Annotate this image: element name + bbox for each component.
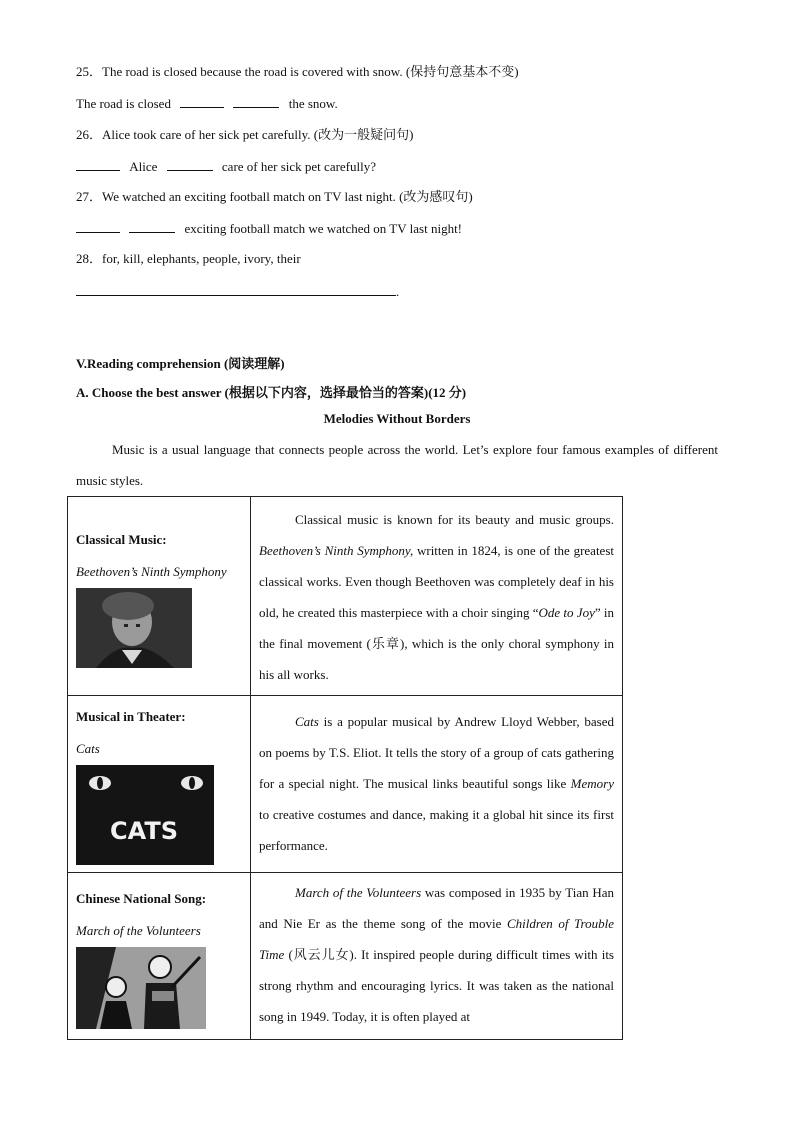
answer-text: the snow. (288, 96, 338, 111)
question-prompt: for, kill, elephants, people, ivory, their (102, 251, 301, 266)
answer-line-28 (76, 283, 399, 300)
answer-blank[interactable] (233, 95, 279, 108)
table-cell-left (68, 873, 251, 1040)
description-cats (251, 696, 622, 861)
question-number: 27． (76, 189, 103, 204)
table-row (68, 873, 623, 1040)
passage-title: Melodies Without Borders (323, 411, 471, 426)
question-26 (76, 127, 413, 143)
table-cell-right (251, 696, 623, 873)
section-heading: V.Reading comprehension (阅读理解) (76, 356, 285, 371)
answer-text: exciting football match we watched on TV last night! (184, 221, 463, 236)
section-subheading: A. Choose the best answer (根据以下内容，选择最恰当的答案)(12 分) (76, 385, 467, 400)
description-text: Classical music is known for its beauty and music groups. (295, 512, 614, 527)
passage-intro: Music is a usual language that connects people across the world. Let’s explore four famous examples of different music styles. (76, 442, 718, 488)
description-italic: Memory (570, 776, 614, 791)
description-text: was composed in 1935 by Tian Han and Nie Er as the theme song of the movie (259, 885, 614, 931)
description-italic: Beethoven’s Ninth Symphony, (259, 543, 414, 558)
description-italic: Children of Trouble Time (259, 916, 614, 962)
description-text: to creative costumes and dance, making it a global hit since its first performance. (259, 807, 614, 853)
table-row (68, 696, 623, 873)
answer-line-25 (76, 95, 338, 112)
question-instruction: (保持句意基本不变) (405, 64, 519, 79)
question-instruction: (改为感叹句) (399, 189, 473, 204)
answer-blank[interactable] (76, 283, 396, 296)
question-25 (76, 64, 519, 80)
question-number: 25． (76, 64, 103, 79)
category-label: Musical in Theater: (76, 709, 186, 724)
answer-text: . (396, 284, 400, 299)
description-text: is a popular musical by Andrew Lloyd Webber, based on poems by T.S. Eliot. It tells the story of a group of cats gathering for a special night. The musical links beautiful songs like (259, 714, 614, 791)
beethoven-portrait-icon (76, 588, 192, 668)
question-number: 26． (76, 127, 103, 142)
question-27 (76, 189, 473, 205)
table-cell-left (68, 696, 251, 873)
description-classical (251, 497, 622, 694)
description-anthem (251, 873, 622, 1032)
question-prompt: The road is closed because the road is covered with snow. (102, 64, 403, 79)
description-text: written in 1824, is one of the greatest classical works. Even though Beethoven was completely deaf in his old, he created this masterpiece with a choir singing “ (259, 543, 615, 620)
question-instruction: (改为一般疑问句) (313, 127, 414, 142)
answer-blank[interactable] (76, 220, 120, 233)
question-28 (76, 251, 301, 267)
volunteers-illustration-icon (76, 947, 206, 1029)
cats-poster-icon (76, 765, 214, 865)
answer-text: The road is closed (76, 96, 171, 111)
table-row (68, 497, 623, 696)
description-italic: Ode to Joy (538, 605, 595, 620)
table-cell-right (251, 497, 623, 696)
description-italic: Cats (295, 714, 319, 729)
answer-blank[interactable] (76, 158, 120, 171)
answer-blank[interactable] (167, 158, 213, 171)
answer-blank[interactable] (129, 220, 175, 233)
table-cell-right (251, 873, 623, 1040)
work-title: Cats (76, 741, 100, 756)
category-label: Classical Music: (76, 532, 167, 547)
work-title: March of the Volunteers (76, 923, 201, 938)
description-text: (风云儿女). It inspired people during difficult times with its strong rhythm and encouraging lyrics. It was taken as the national song in 1949. Today, it is often played at (259, 947, 614, 1024)
description-text: ” in the final movement (乐章), which is the only choral symphony in his all works. (259, 605, 615, 682)
answer-blank[interactable] (180, 95, 224, 108)
answer-line-27 (76, 220, 462, 237)
question-prompt: We watched an exciting football match on TV last night. (102, 189, 396, 204)
description-italic: March of the Volunteers (295, 885, 422, 900)
category-label: Chinese National Song: (76, 891, 207, 906)
answer-line-26 (76, 158, 376, 175)
work-title: Beethoven’s Ninth Symphony (76, 564, 227, 579)
answer-text: care of her sick pet carefully? (221, 159, 377, 174)
cats-logo-text: CATS (110, 817, 178, 845)
question-prompt: Alice took care of her sick pet carefully. (102, 127, 311, 142)
question-number: 28． (76, 251, 103, 266)
table-cell-left (68, 497, 251, 696)
answer-text: Alice (129, 159, 158, 174)
music-table (67, 496, 623, 1040)
